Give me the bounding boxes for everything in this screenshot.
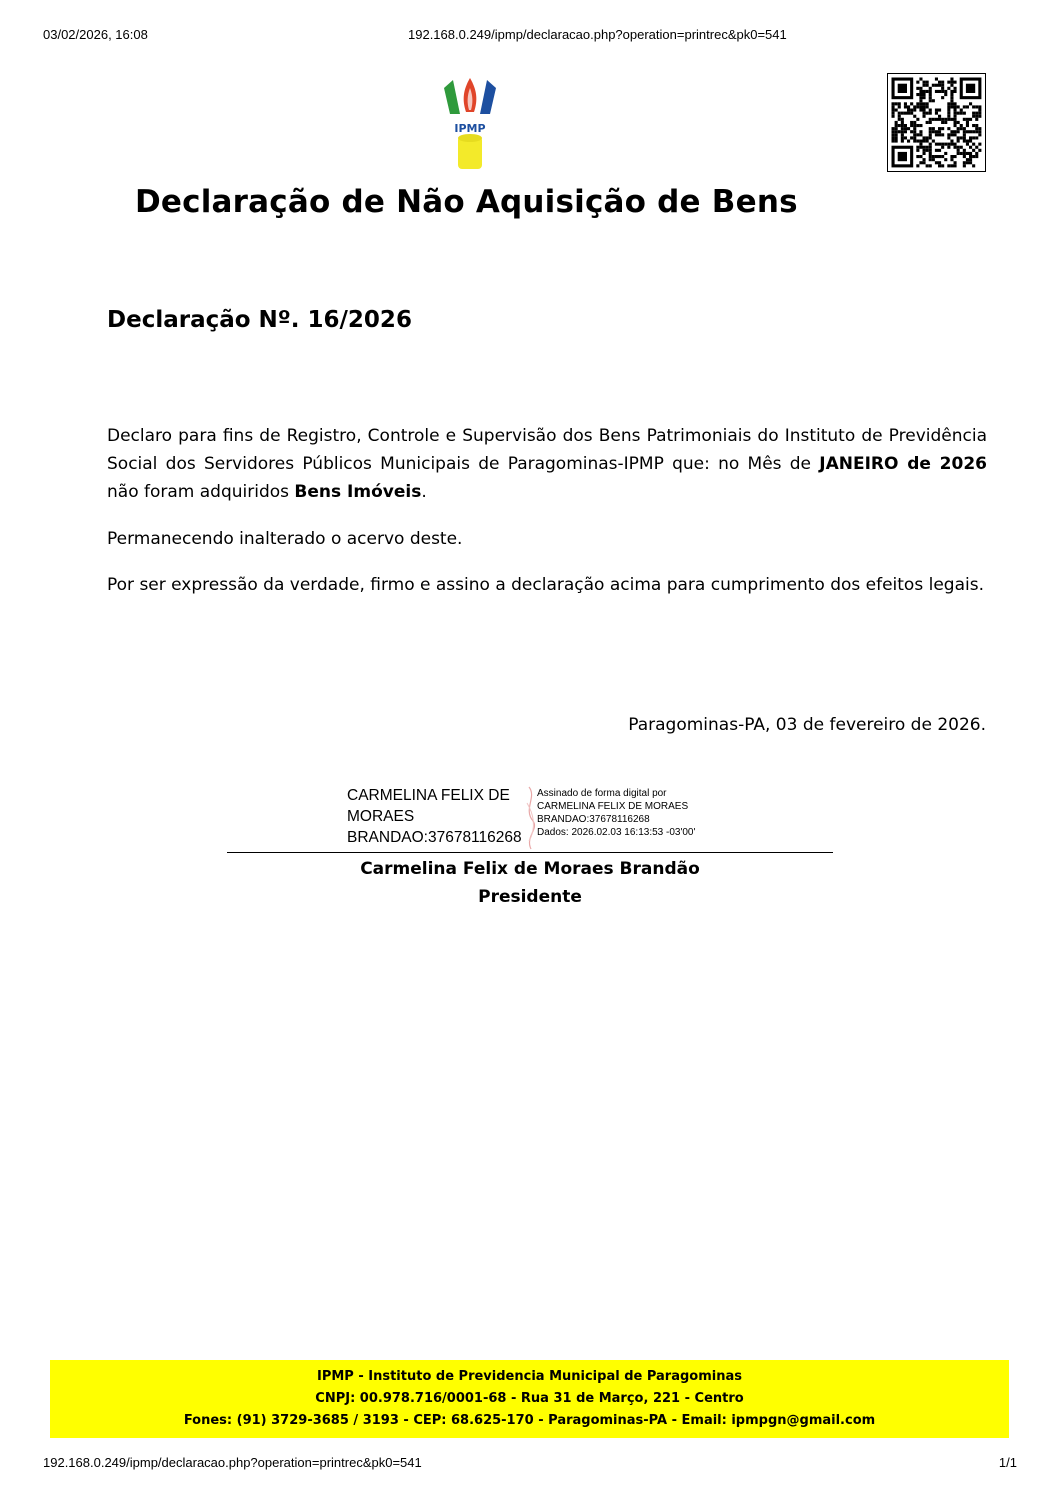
logo-text: IPMP [454,122,486,135]
signature-name-line: MORAES [347,808,415,825]
footer-address: CNPJ: 00.978.716/0001-68 - Rua 31 de Março, 221 - Centro [315,1391,744,1406]
signature-line [227,852,833,853]
paragraph-text: Declaro para fins de Registro, Controle e Supervisão dos Bens Patrimoniais do Instituto de Previdência Social dos Servidores Públicos Municipais de Paragominas-IPMP que: no Mês de [107,426,987,474]
print-footer-url: 192.168.0.249/ipmp/declaracao.php?operation=printrec&pk0=541 [43,1455,422,1470]
signer-role: Presidente [478,887,582,907]
print-url: 192.168.0.249/ipmp/declaracao.php?operation=printrec&pk0=541 [408,27,787,42]
paragraph-text: . [421,482,427,502]
signature-name-line: CARMELINA FELIX DE [347,787,510,804]
print-page-count: 1/1 [998,1455,1017,1470]
signature-name [347,785,522,848]
digital-signature-stamp [347,783,747,851]
signature-name-line: BRANDAO:37678116268 [347,829,522,846]
document-title: Declaração de Não Aquisição de Bens [135,184,798,220]
qr-code-icon [887,73,986,172]
signer-name: Carmelina Felix de Moraes Brandão [360,859,700,879]
footer-contacts: Fones: (91) 3729-3685 / 3193 - CEP: 68.625-170 - Paragominas-PA - Email: ipmpgn@gmail.com [183,1413,876,1428]
print-timestamp: 03/02/2026, 16:08 [43,27,148,42]
footer-institution-name: IPMP - Instituto de Previdencia Municipal de Paragominas [316,1369,742,1384]
institution-footer [50,1360,1009,1438]
place-and-date: Paragominas-PA, 03 de fevereiro de 2026. [628,715,986,735]
declaration-paragraph [107,422,987,506]
signature-info [537,787,695,839]
declaration-number: Declaração Nº. 16/2026 [107,307,412,333]
signature-info-line: Assinado de forma digital por [537,788,667,799]
ipmp-logo-icon [440,76,500,171]
signature-info-line: CARMELINA FELIX DE MORAES [537,801,689,812]
unchanged-paragraph: Permanecendo inalterado o acervo deste. [107,529,463,549]
signature-info-line: BRANDAO:37678116268 [537,814,650,825]
month-reference: JANEIRO de 2026 [819,454,987,474]
signature-info-line: Dados: 2026.02.03 16:13:53 -03'00' [537,827,696,838]
paragraph-text: não foram adquiridos [107,482,295,502]
truth-paragraph: Por ser expressão da verdade, firmo e assino a declaração acima para cumprimento dos efeitos legais. [107,575,984,595]
goods-type: Bens Imóveis [294,482,422,502]
